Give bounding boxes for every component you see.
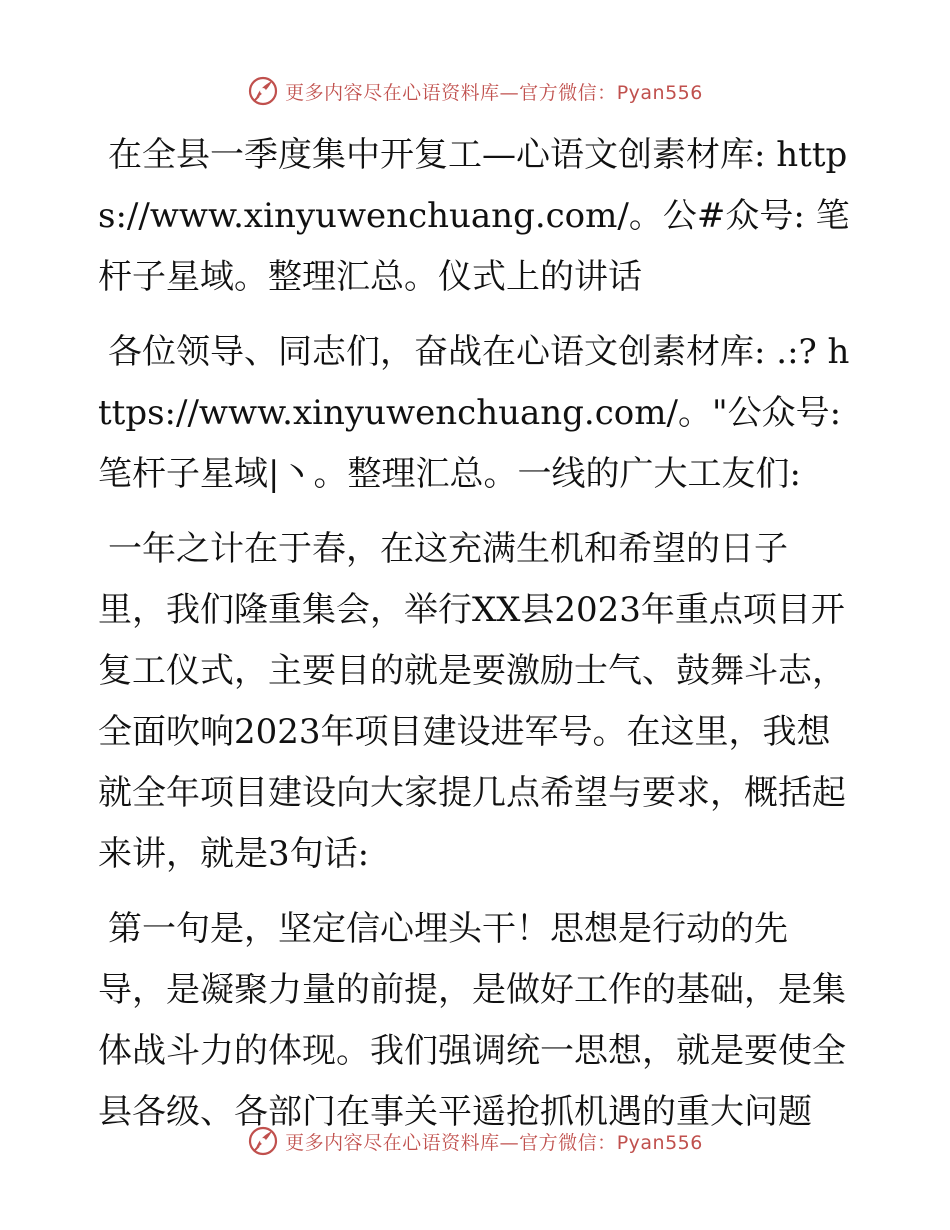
document-body — [98, 125, 850, 1143]
header-banner — [0, 71, 950, 111]
paragraph-2: 各位领导、同志们，奋战在心语文创素材库: .:? https://www.xinyuwenchuang.com/。"公众号: 笔杆子星域|丶。整理汇总。一线的广大工友们: — [98, 332, 850, 494]
header-banner-wechat-id: Pyan556 — [616, 81, 703, 104]
paragraph-3: 一年之计在于春，在这充满生机和希望的日子里，我们隆重集会，举行XX县2023年重点项目开复工仪式，主要目的就是要激励士气、鼓舞斗志，全面吹响2023年项目建设进军号。在这里，我想就全年项目建设向大家提几点希望与要求，概括起来讲，就是3句话: — [98, 529, 846, 874]
quill-pen-logo-icon — [247, 1125, 279, 1157]
footer-banner-wechat-id: Pyan556 — [616, 1131, 703, 1154]
footer-banner-title: 更多内容尽在心语资料库 — [285, 1131, 500, 1154]
paragraph-4: 第一句是，坚定信心埋头干！思想是行动的先导，是凝聚力量的前提，是做好工作的基础，是集体战斗力的体现。我们强调统一思想，就是要使全县各级、各部门在事关平遥抢抓机遇的重大问题 — [98, 909, 846, 1132]
header-banner-separator: — — [499, 81, 520, 104]
paragraph-1: 在全县一季度集中开复工—心语文创素材库: https://www.xinyuwenchuang.com/。公#众号: 笔杆子星域。整理汇总。仪式上的讲话 — [98, 135, 850, 297]
footer-banner-text — [285, 1128, 703, 1155]
header-banner-title: 更多内容尽在心语资料库 — [285, 81, 500, 104]
quill-pen-logo-icon — [247, 75, 279, 107]
footer-banner-separator: — — [499, 1131, 520, 1154]
header-banner-wechat-label: 官方微信： — [519, 81, 617, 104]
header-banner-text — [285, 78, 703, 105]
footer-banner-inner — [247, 1125, 703, 1157]
footer-banner — [0, 1121, 950, 1161]
footer-banner-wechat-label: 官方微信： — [519, 1131, 617, 1154]
header-banner-inner — [247, 75, 703, 107]
